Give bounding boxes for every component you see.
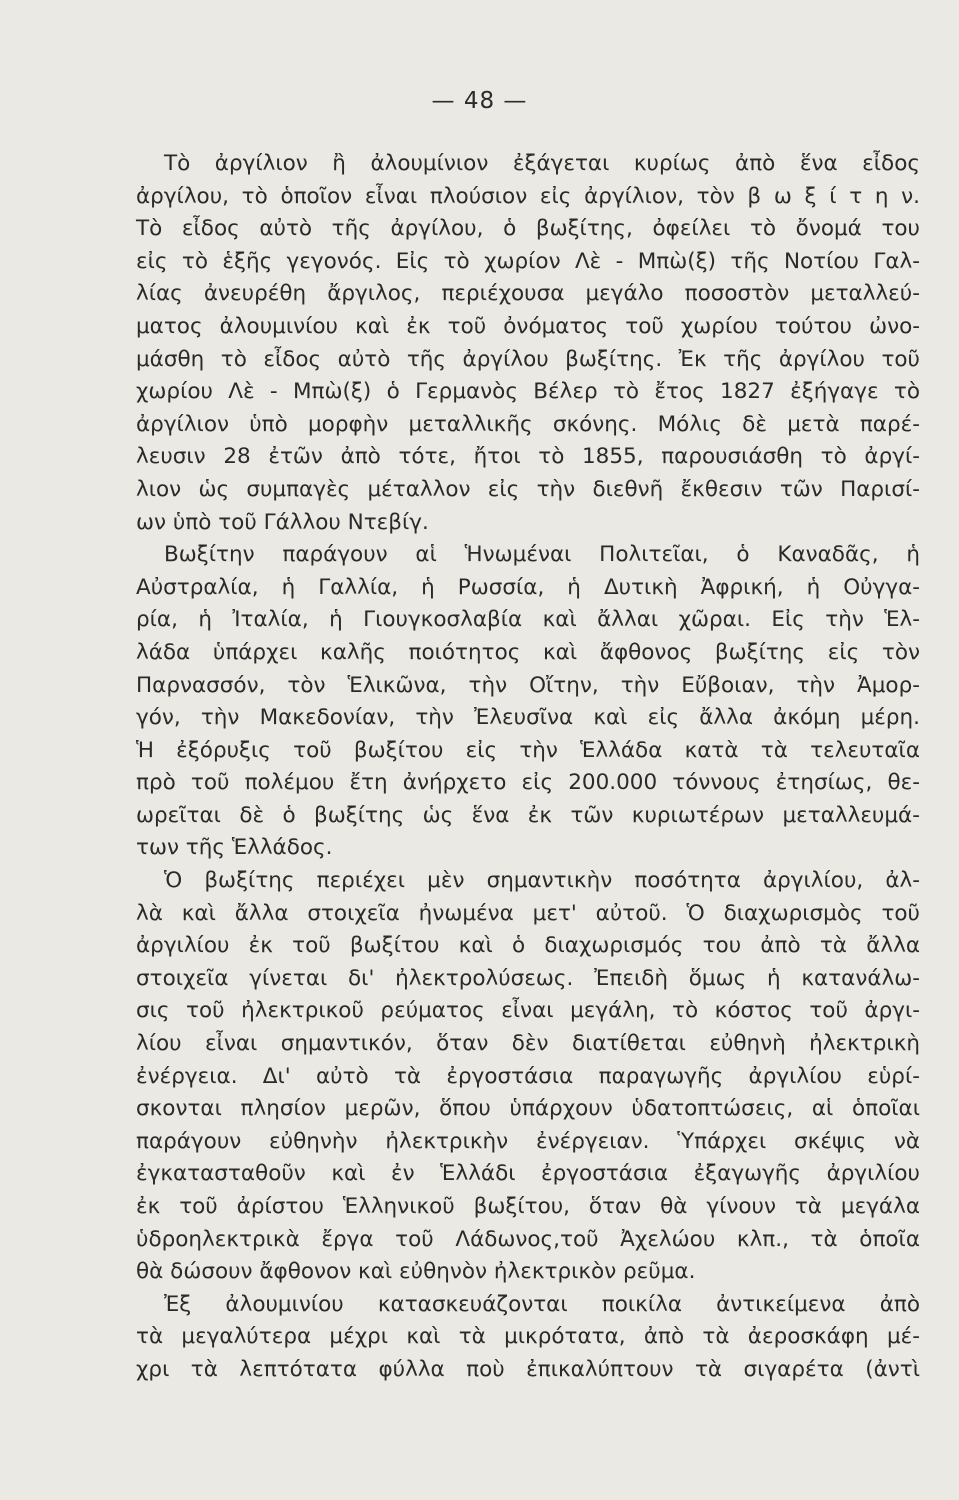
paragraph-3 [136,865,920,1289]
text-line: ωρεῖται δὲ ὁ βωξίτης ὡς ἕνα ἐκ τῶν κυριωτέρων μεταλλευμά- [136,802,920,828]
page-number: — 48 — [431,88,528,114]
text-line: χωρίου Λὲ - Μπὼ(ξ) ὁ Γερμανὸς Βέλερ τὸ ἔτος 1827 ἐξήγαγε τὸ [136,379,920,405]
text-line: σκονται πλησίον μερῶν, ὅπου ὑπάρχουν ὑδατοπτώσεις, αἱ ὁποῖαι [136,1096,920,1122]
text-line: εἰς τὸ ἑξῆς γεγονός. Εἰς τὸ χωρίον Λὲ - Μπὼ(ξ) τῆς Νοτίου Γαλ- [136,248,920,274]
text-line: Βωξίτην παράγουν αἱ Ἡνωμέναι Πολιτεῖαι, ὁ Καναδᾶς, ἡ [164,542,920,568]
text-line: Ἡ ἐξόρυξις τοῦ βωξίτου εἰς τὴν Ἑλλάδα κατὰ τὰ τελευταῖα [136,737,920,763]
paragraph-4 [136,1289,920,1387]
body-text [136,148,920,1387]
text-line: τὰ μεγαλύτερα μέχρι καὶ τὰ μικρότατα, ἀπὸ τὰ ἀεροσκάφη μέ- [136,1324,920,1350]
text-line: πρὸ τοῦ πολέμου ἔτη ἀνήρχετο εἰς 200.000 τόννους ἐτησίως, θε- [136,770,920,796]
text-line: ἐγκατασταθοῦν καὶ ἐν Ἑλλάδι ἐργοστάσια ἐξαγωγῆς ἀργιλίου [136,1161,920,1187]
text-line: στοιχεῖα γίνεται δι' ἠλεκτρολύσεως. Ἐπειδὴ ὅμως ἡ κατανάλω- [136,965,920,991]
text-line: θὰ δώσουν ἄφθονον καὶ εὐθηνὸν ἠλεκτρικὸν ρεῦμα. [136,1259,696,1285]
text-line: ἀργιλίου ἐκ τοῦ βωξίτου καὶ ὁ διαχωρισμός του ἀπὸ τὰ ἄλλα [136,933,920,959]
text-line: χρι τὰ λεπτότατα φύλλα ποὺ ἐπικαλύπτουν τὰ σιγαρέτα (ἀντὶ [136,1356,920,1382]
text-line: Παρνασσόν, τὸν Ἑλικῶνα, τὴν Οἴτην, τὴν Εὔβοιαν, τὴν Ἀμορ- [136,672,920,698]
text-line: λίας ἀνευρέθη ἄργιλος, περιέχουσα μεγάλο ποσοστὸν μεταλλεύ- [136,281,920,307]
text-line: ματος ἀλουμινίου καὶ ἐκ τοῦ ὀνόματος τοῦ χωρίου τούτου ὠνο- [136,313,920,339]
text-line: παράγουν εὐθηνὴν ἠλεκτρικὴν ἐνέργειαν. Ὑπάρχει σκέψις νὰ [136,1128,920,1154]
text-line: Τὸ εἶδος αὐτὸ τῆς ἀργίλου, ὁ βωξίτης, ὀφείλει τὸ ὄνομά του [136,216,920,242]
text-line: λὰ καὶ ἄλλα στοιχεῖα ἠνωμένα μετ' αὐτοῦ. Ὁ διαχωρισμὸς τοῦ [136,900,920,926]
text-line: σις τοῦ ἠλεκτρικοῦ ρεύματος εἶναι μεγάλη, τὸ κόστος τοῦ ἀργι- [136,998,920,1024]
text-line: λάδα ὑπάρχει καλῆς ποιότητος καὶ ἄφθονος βωξίτης εἰς τὸν [136,639,920,665]
paragraph-2 [136,539,920,865]
text-line: ἀργίλου, τὸ ὁποῖον εἶναι πλούσιον εἰς ἀργίλιον, τὸν β ω ξ ί τ η ν. [136,183,920,209]
text-line: Τὸ ἀργίλιον ἢ ἀλουμίνιον ἐξάγεται κυρίως ἀπὸ ἕνα εἶδος [164,151,920,176]
text-line: ἐνέργεια. Δι' αὐτὸ τὰ ἐργοστάσια παραγωγῆς ἀργιλίου εὑρί- [136,1063,920,1089]
text-line: ρία, ἡ Ἰταλία, ἡ Γιουγκοσλαβία καὶ ἄλλαι χῶραι. Εἰς τὴν Ἑλ- [136,607,920,633]
text-line: λίου εἶναι σημαντικόν, ὅταν δὲν διατίθεται εὐθηνὴ ἠλεκτρικὴ [136,1031,920,1057]
text-line: λιον ὡς συμπαγὲς μέταλλον εἰς τὴν διεθνῆ ἔκθεσιν τῶν Παρισί- [136,476,920,502]
text-line: γόν, τὴν Μακεδονίαν, τὴν Ἐλευσῖνα καὶ εἰς ἄλλα ἀκόμη μέρη. [136,705,920,731]
text-line: μάσθη τὸ εἶδος αὐτὸ τῆς ἀργίλου βωξίτης. Ἐκ τῆς ἀργίλου τοῦ [136,346,920,372]
text-line: ἀργίλιον ὑπὸ μορφὴν μεταλλικῆς σκόνης. Μόλις δὲ μετὰ παρέ- [136,411,920,437]
text-line: ὑδροηλεκτρικὰ ἔργα τοῦ Λάδωνος,τοῦ Ἀχελώου κλπ., τὰ ὁποῖα [136,1226,920,1252]
paragraph-1 [136,148,920,539]
text-line: Αὐστραλία, ἡ Γαλλία, ἡ Ρωσσία, ἡ Δυτικὴ Ἀφρική, ἡ Οὐγγα- [136,574,920,600]
text-line: ων ὑπὸ τοῦ Γάλλου Ντεβίγ. [136,509,429,535]
text-line: λευσιν 28 ἐτῶν ἀπὸ τότε, ἤτοι τὸ 1855, παρουσιάσθη τὸ ἀργί- [136,444,920,470]
text-line: Ἐξ ἀλουμινίου κατασκευάζονται ποικίλα ἀντικείμενα ἀπὸ [164,1291,920,1317]
text-line: των τῆς Ἑλλάδος. [136,835,333,861]
text-line: ἐκ τοῦ ἀρίστου Ἑλληνικοῦ βωξίτου, ὅταν θὰ γίνουν τὰ μεγάλα [136,1194,920,1219]
text-line: Ὁ βωξίτης περιέχει μὲν σημαντικὴν ποσότητα ἀργιλίου, ἀλ- [164,868,920,894]
